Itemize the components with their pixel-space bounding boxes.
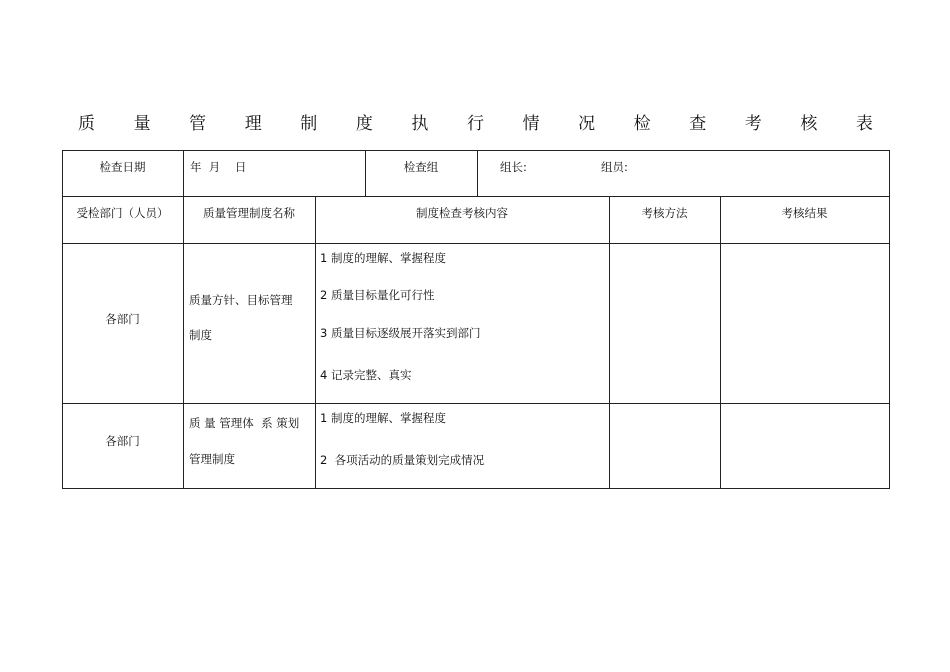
title-char: 情	[522, 113, 540, 134]
column-divider-1	[183, 196, 184, 489]
title-char: 质	[78, 113, 95, 134]
date-label: 检查日期	[99, 160, 146, 174]
row1-department: 各部门	[105, 312, 140, 326]
column-header-content: 制度检查考核内容	[416, 206, 508, 220]
column-header-department: 受检部门（人员）	[76, 206, 169, 220]
title-char: 理	[244, 113, 262, 134]
title-char: 管	[189, 113, 207, 134]
title-char: 检	[633, 113, 651, 134]
row2-content-item2: 2 各项活动的质量策划完成情况	[320, 453, 485, 467]
row1-content-item3: 3 质量目标逐级展开落实到部门	[320, 326, 481, 340]
title-char: 考	[744, 113, 762, 134]
column-divider-4	[720, 196, 721, 489]
table-divider-columns	[62, 243, 890, 244]
table-border-top	[62, 150, 890, 151]
row1-content-item2: 2 质量目标量化可行性	[320, 288, 435, 302]
column-header-result: 考核结果	[781, 206, 828, 220]
row1-content-item4: 4 记录完整、真实	[320, 368, 412, 382]
column-divider-3	[609, 196, 610, 489]
row1-content-item1: 1 制度的理解、掌握程度	[320, 251, 446, 265]
title-char: 行	[466, 113, 484, 134]
table-divider-row1	[62, 403, 890, 404]
leader-label: 组长:	[500, 160, 527, 174]
row1-system-name-line1: 质量方针、目标管理	[189, 293, 293, 307]
row2-system-name-line2: 管理制度	[189, 452, 235, 466]
row2-content-item1: 1 制度的理解、掌握程度	[320, 411, 446, 425]
row2-department: 各部门	[105, 434, 140, 448]
title-char: 量	[133, 113, 151, 134]
member-label: 组员:	[601, 160, 628, 174]
title-char: 制	[300, 113, 318, 134]
title-char: 查	[689, 113, 707, 134]
column-header-system-name: 质量管理制度名称	[203, 206, 295, 220]
table-border-right	[889, 150, 890, 489]
title-char: 核	[800, 113, 818, 134]
row2-system-name-line1: 质 量 管理体 系 策划	[189, 416, 300, 430]
column-header-method: 考核方法	[641, 206, 688, 220]
column-divider-2	[315, 196, 316, 489]
table-divider-header	[62, 196, 890, 197]
title-char: 况	[578, 113, 596, 134]
title-char: 执	[411, 113, 429, 134]
title-char: 度	[355, 113, 373, 134]
header-divider-1	[183, 150, 184, 197]
row1-system-name-line2: 制度	[189, 328, 212, 342]
title-char: 表	[855, 113, 873, 134]
header-divider-3	[477, 150, 478, 197]
date-value: 年 月 日	[190, 160, 247, 174]
group-label: 检查组	[403, 160, 439, 174]
table-border-bottom	[62, 488, 890, 489]
